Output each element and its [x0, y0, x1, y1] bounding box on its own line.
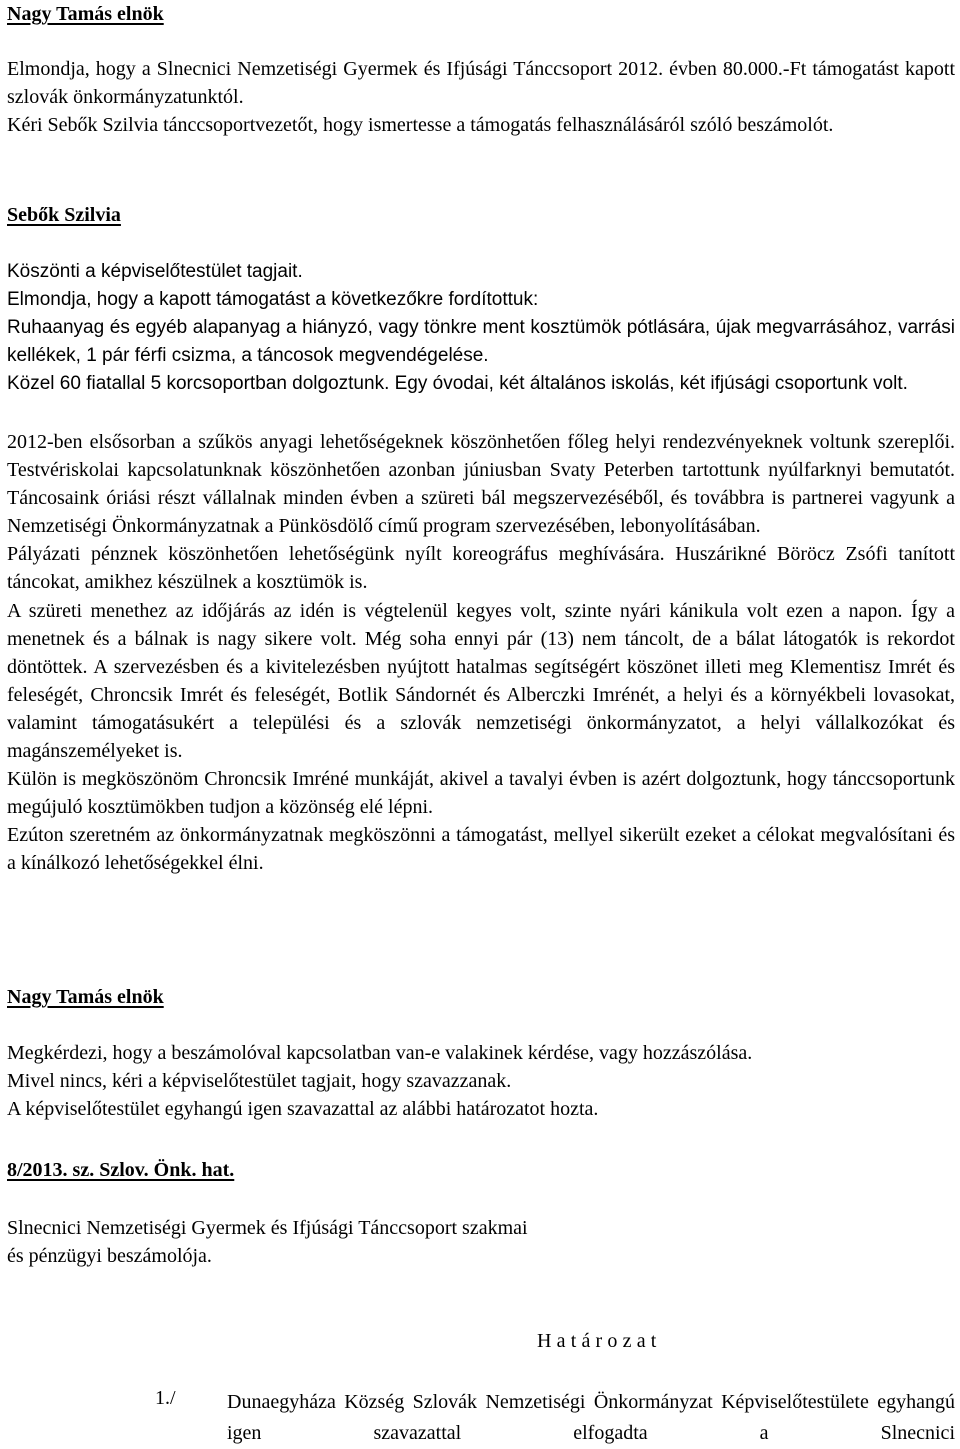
paragraph: Elmondja, hogy a Slnecnici Nemzetiségi Gyermek és Ifjúsági Tánccsoport 2012. évben 80.000.-Ft támogatást kapott szlovák önkormányzatunktól.: [7, 58, 955, 109]
speaker-heading: Nagy Tamás elnök: [7, 986, 164, 1008]
report-sans-block: [7, 258, 955, 398]
resolution-subject: [7, 1214, 955, 1270]
paragraph: Mivel nincs, kéri a képviselőtestület tagjait, hogy szavazzanak.: [7, 1070, 512, 1093]
paragraph: Ezúton szeretném az önkormányzatnak megköszönni a támogatást, mellyel sikerült ezeket a célokat megvalósítani és a kínálkozó lehetőségekkel élni.: [7, 824, 955, 875]
speaker-heading: Sebők Szilvia: [7, 204, 121, 226]
paragraph: Kéri Sebők Szilvia tánccsoportvezetőt, hogy ismertesse a támogatás felhasználásáról szóló beszámolót.: [7, 114, 834, 137]
report-serif-block: [7, 428, 955, 878]
speaker-heading: Nagy Tamás elnök: [7, 3, 164, 25]
paragraph: Pályázati pénznek köszönhetően lehetőségünk nyílt koreográfus meghívására. Huszárikné Böröcz Zsófi tanított táncokat, amikhez készülnek a kosztümök is.: [7, 543, 955, 594]
paragraph: A szüreti menethez az időjárás az idén is végtelenül kegyes volt, szinte nyári kánikula volt ezen a napon. Így a menetnek és a bálnak is nagy sikere volt. Még soha ennyi pár (13) nem táncolt, de a bálat látogatók is rekordot döntöttek. A szervezésben és a kivitelezésben nyújtott hatalmas segítségért köszönet illeti meg Klementisz Imrét és feleségét, Chroncsik Imrét és feleségét, Botlik Sándornét és Alberczki Imrénét, a helyi és a környékbeli lovasokat, valamint támogatásukért a települési és a szlovák nemzetiségi önkormányzatot, a helyi vállalkozókat és magánszemélyeket is.: [7, 599, 955, 763]
paragraph: A képviselőtestület egyhangú igen szavazattal az alábbi határozatot hozta.: [7, 1098, 599, 1121]
paragraph: Külön is megköszönöm Chroncsik Imréné munkáját, akivel a tavalyi évben is azért dolgoztunk, hogy tánccsoportunk megújuló kosztümökben tudjon a közönség elé lépni.: [7, 768, 955, 819]
paragraph: Köszönti a képviselőtestület tagjait.: [7, 261, 303, 282]
resolution-item-number: 1./: [155, 1387, 176, 1409]
subject-line: Slnecnici Nemzetiségi Gyermek és Ifjúsági Tánccsoport szakmai: [7, 1217, 528, 1239]
vote-block: [7, 1039, 955, 1123]
chairman-intro-block: [7, 55, 955, 139]
resolution-number: 8/2013. sz. Szlov. Önk. hat.: [7, 1159, 235, 1181]
resolution-heading: Határozat: [537, 1330, 662, 1352]
subject-line: és pénzügyi beszámolója.: [7, 1245, 212, 1268]
paragraph: 2012-ben elsősorban a szűkös anyagi lehetőségeknek köszönhetően főleg helyi rendezvényeknek voltunk szereplői. Testvériskolai kapcsolatunknak köszönhetően azonban júniusban Svaty Peterben tartottunk nyúlfarknyi bemutatót. Táncosaink óriási részt vállalnak minden évben a szüreti bál megszervezéséből, és továbbra is partnerei vagyunk a Nemzetiségi Önkormányzatnak a Pünkösdölő című program szervezésében, lebonyolításában.: [7, 431, 955, 538]
paragraph: Megkérdezi, hogy a beszámolóval kapcsolatban van-e valakinek kérdése, vagy hozzászólása.: [7, 1042, 753, 1064]
paragraph: Közel 60 fiatallal 5 korcsoportban dolgoztunk. Egy óvodai, két általános iskolás, két ifjúsági csoportunk volt.: [7, 373, 908, 395]
paragraph: Elmondja, hogy a kapott támogatást a következőkre fordítottuk:: [7, 289, 539, 311]
resolution-item-text: Dunaegyháza Község Szlovák Nemzetiségi Önkormányzat Képviselőtestülete egyhangú igen szavazattal elfogadta a Slnecnici: [227, 1391, 955, 1444]
paragraph: Ruhaanyag és egyéb alapanyag a hiányzó, vagy tönkre ment kosztümök pótlására, újak megvarrásához, varrási kellékek, 1 pár férfi csizma, a táncosok megvendégelése.: [7, 317, 955, 367]
